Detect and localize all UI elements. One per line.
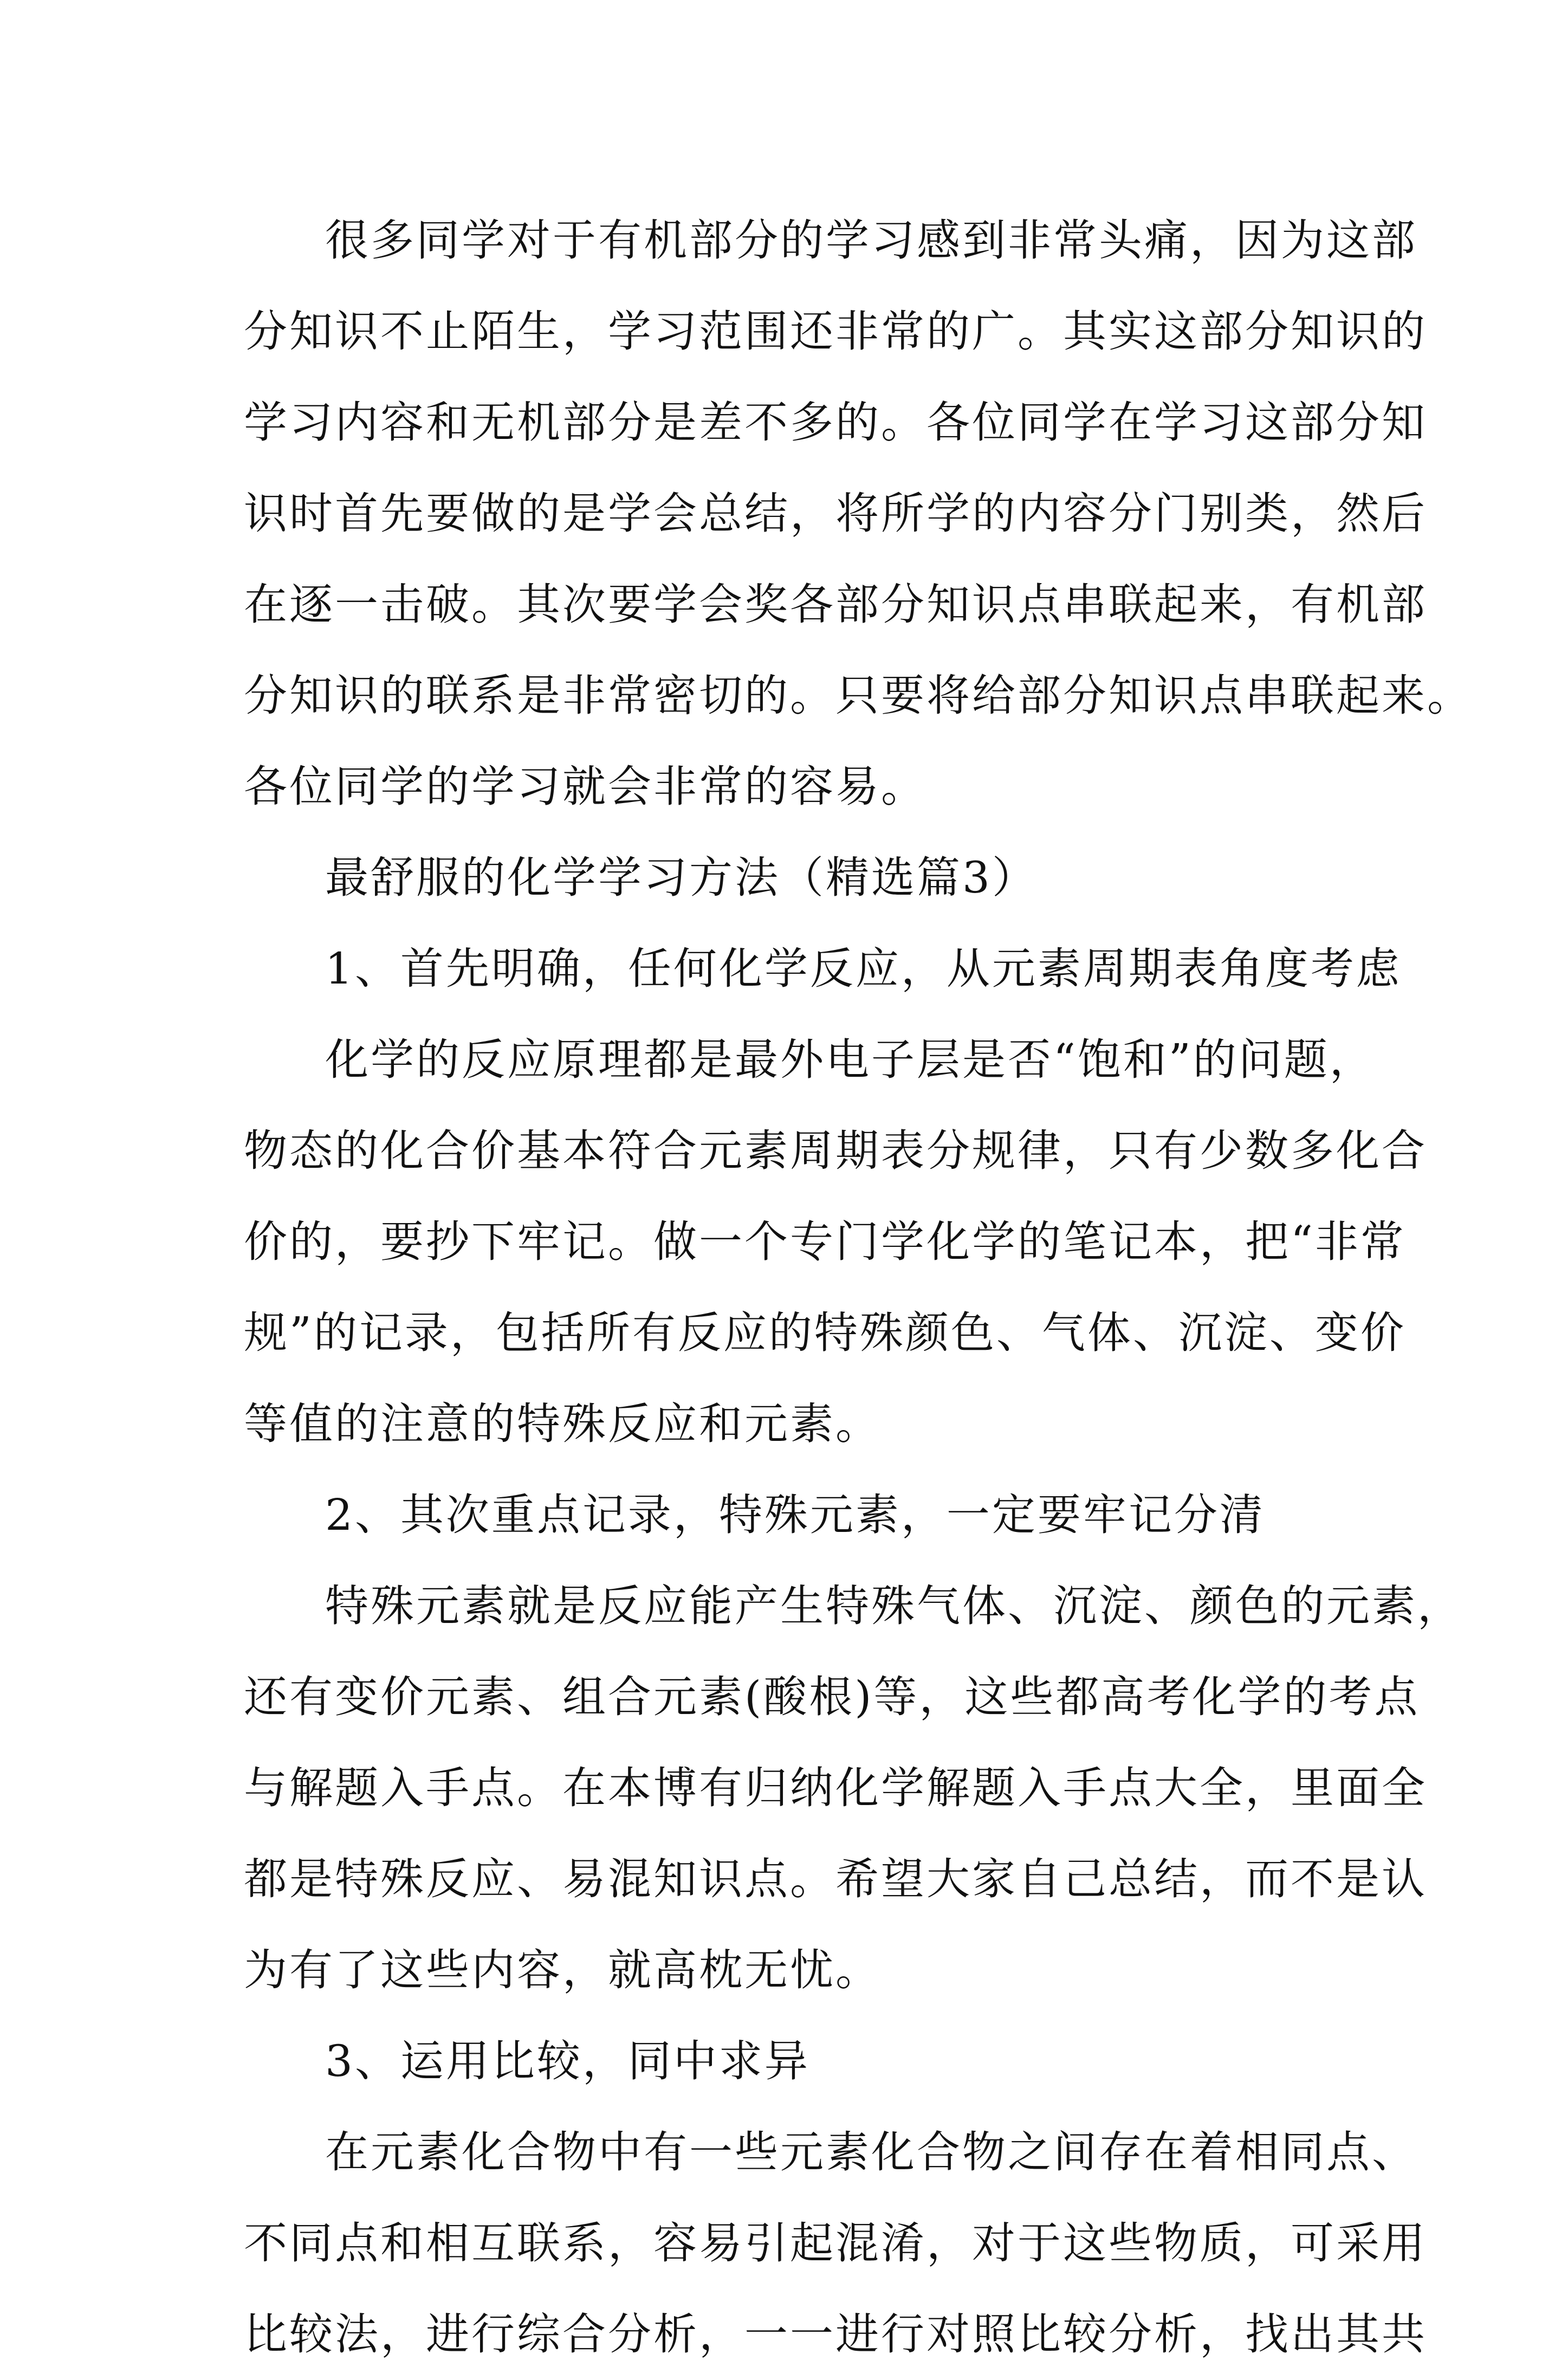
text-line: 还有变价元素、组合元素(酸根)等，这些都高考化学的考点 (244, 1672, 1420, 1722)
text-line: 等值的注意的特殊反应和元素。 (244, 1399, 881, 1449)
text-line: 1、首先明确，任何化学反应，从元素周期表角度考虑 (325, 943, 1402, 994)
text-line: 为有了这些内容，就高枕无忧。 (244, 1945, 881, 1995)
text-line: 在逐一击破。其次要学会奖各部分知识点串联起来，有机部 (244, 579, 1427, 630)
text-line: 与解题入手点。在本博有归纳化学解题入手点大全，里面全 (244, 1763, 1427, 1813)
text-line: 识时首先要做的是学会总结，将所学的内容分门别类，然后 (244, 488, 1427, 539)
text-line: 最舒服的化学学习方法（精选篇3） (325, 852, 1038, 903)
text-line: 3、运用比较，同中求异 (325, 2036, 810, 2086)
text-line: 价的，要抄下牢记。做一个专门学化学的笔记本，把“非常 (244, 1217, 1406, 1267)
text-line: 都是特殊反应、易混知识点。希望大家自己总结，而不是认 (244, 1854, 1427, 1904)
text-line: 各位同学的学习就会非常的容易。 (244, 761, 926, 812)
text-line: 2、其次重点记录，特殊元素，一定要牢记分清 (325, 1490, 1265, 1540)
text-line: 不同点和相互联系，容易引起混淆，对于这些物质，可采用 (244, 2218, 1427, 2268)
document-body (244, 195, 1473, 2380)
text-line: 分知识的联系是非常密切的。只要将给部分知识点串联起来。 (244, 670, 1473, 721)
text-line: 学习内容和无机部分是差不多的。各位同学在学习这部分知 (244, 397, 1427, 448)
text-line: 很多同学对于有机部分的学习感到非常头痛，因为这部 (325, 215, 1417, 266)
text-line: 比较法，进行综合分析，一一进行对照比较分析，找出其共 (244, 2309, 1427, 2359)
text-line: 分知识不止陌生，学习范围还非常的广。其实这部分知识的 (244, 306, 1427, 357)
text-line: 在元素化合物中有一些元素化合物之间存在着相同点、 (325, 2127, 1417, 2177)
text-line: 物态的化合价基本符合元素周期表分规律，只有少数多化合 (244, 1126, 1427, 1176)
text-line: 化学的反应原理都是最外电子层是否“饱和”的问题， (325, 1034, 1375, 1085)
text-line: 特殊元素就是反应能产生特殊气体、沉淀、颜色的元素， (325, 1581, 1463, 1631)
text-line: 规”的记录，包括所有反应的特殊颜色、气体、沉淀、变价 (244, 1308, 1406, 1358)
